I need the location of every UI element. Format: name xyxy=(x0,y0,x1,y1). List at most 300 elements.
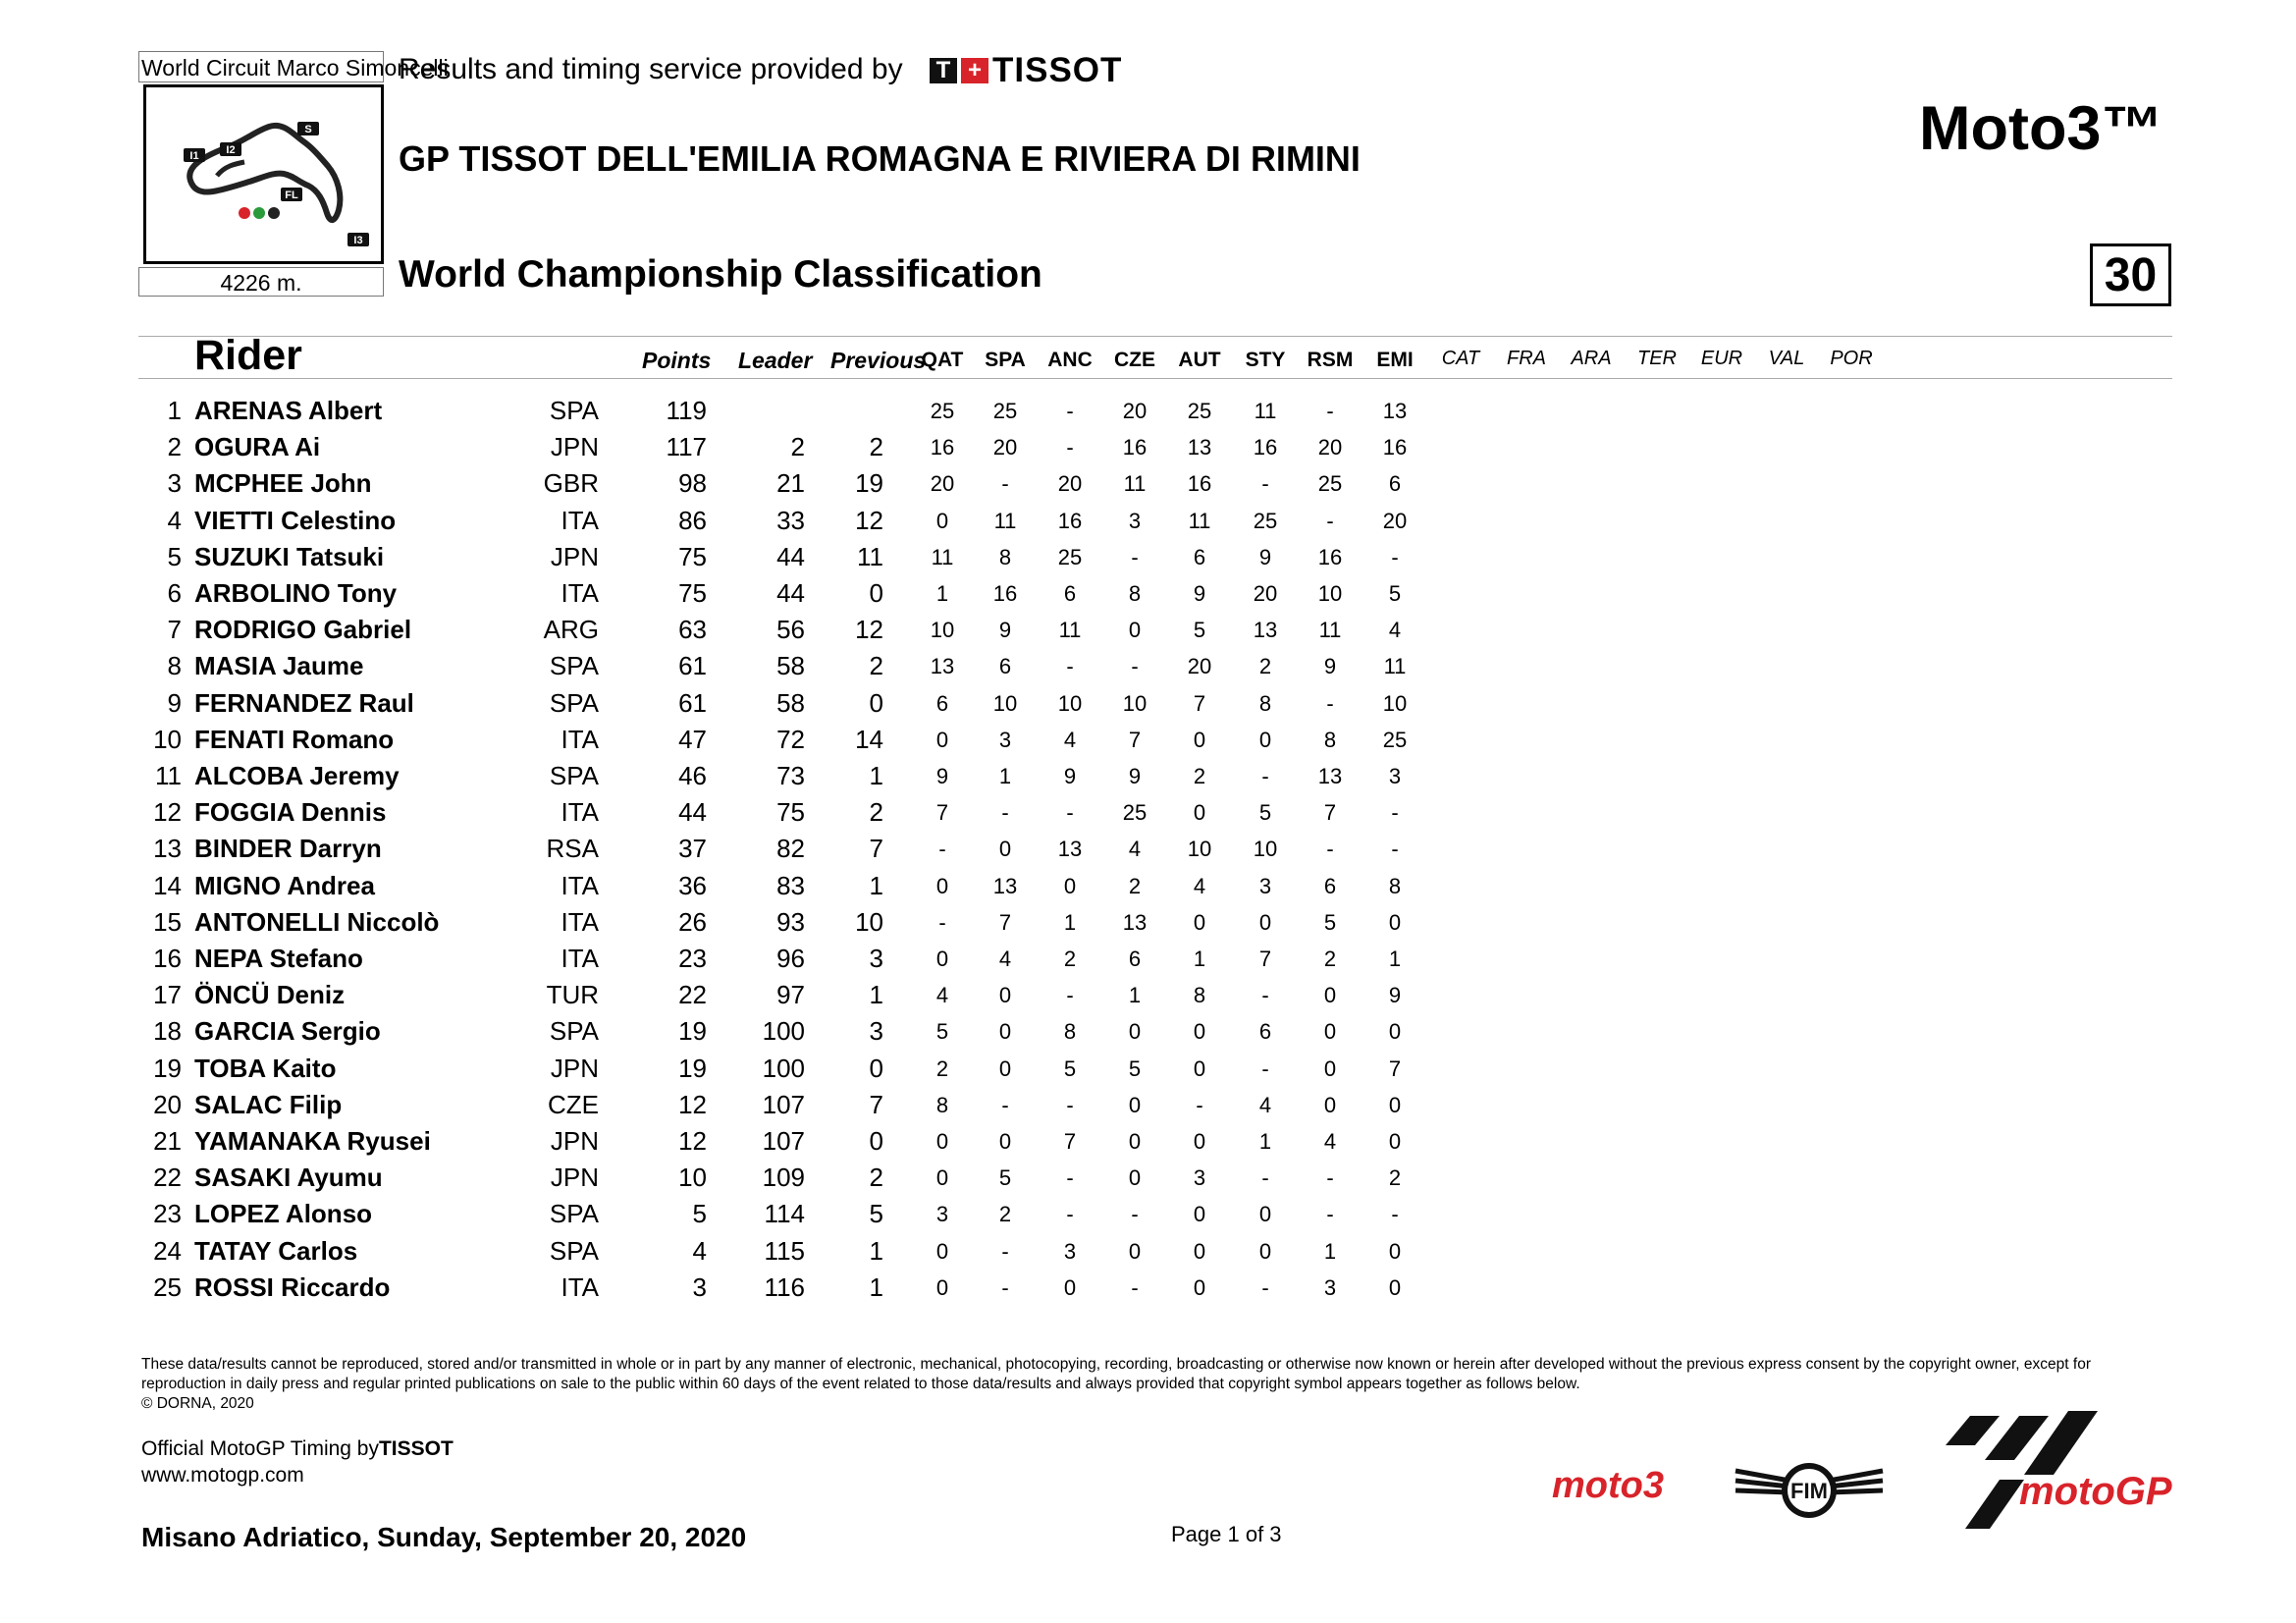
rider-name: TOBA Kaito xyxy=(194,1053,337,1083)
rider-position: 13 xyxy=(153,834,182,864)
rider-position: 6 xyxy=(167,578,182,608)
race-points-sty: 10 xyxy=(1253,837,1278,862)
race-points-sty: - xyxy=(1261,1274,1269,1300)
rider-nation: TUR xyxy=(546,980,599,1010)
rider-nation: JPN xyxy=(550,1163,599,1193)
rider-nation: ITA xyxy=(561,578,599,608)
race-points-rsm: - xyxy=(1326,837,1334,862)
race-points-qat: 3 xyxy=(935,1202,949,1227)
table-row xyxy=(0,1196,2296,1232)
race-points-anc: 2 xyxy=(1063,947,1077,971)
rider-position: 11 xyxy=(155,761,182,790)
rider-name: VIETTI Celestino xyxy=(194,505,397,535)
race-points-cze: 9 xyxy=(1128,764,1142,788)
copyright-text: © DORNA, 2020 xyxy=(141,1395,254,1412)
race-points-qat: 20 xyxy=(930,471,955,497)
race-points-sty: 9 xyxy=(1258,544,1272,569)
race-points-rsm: 13 xyxy=(1317,764,1343,788)
race-points-spa: 0 xyxy=(998,1129,1012,1154)
race-points-cze: - xyxy=(1131,544,1139,569)
race-points-spa: - xyxy=(1001,1238,1009,1264)
rider-nation: SPA xyxy=(549,761,599,790)
race-points-spa: - xyxy=(1001,800,1009,826)
race-points-spa: 2 xyxy=(998,1202,1012,1227)
official-timing-prefix: Official MotoGP Timing by xyxy=(141,1437,379,1460)
rider-position: 18 xyxy=(153,1016,182,1047)
rider-nation: JPN xyxy=(550,1126,599,1156)
gap-to-previous: 5 xyxy=(869,1199,883,1229)
race-points-qat: 0 xyxy=(935,1274,949,1300)
race-points-rsm: 0 xyxy=(1323,1055,1337,1081)
race-header-rsm: RSM xyxy=(1307,349,1354,371)
event-title: GP TISSOT DELL'EMILIA ROMAGNA E RIVIERA DI RIMINI xyxy=(399,138,1361,179)
future-race-header-por: POR xyxy=(1830,348,1873,369)
gap-to-previous: 2 xyxy=(869,432,883,462)
gap-to-previous: 2 xyxy=(869,1163,883,1193)
race-points-aut: 0 xyxy=(1193,727,1206,752)
race-points-qat: - xyxy=(938,909,946,935)
race-points-qat: 0 xyxy=(935,1165,949,1191)
race-points-sty: 1 xyxy=(1258,1129,1272,1154)
gap-to-previous: 1 xyxy=(869,870,883,900)
rider-nation: ITA xyxy=(561,906,599,937)
race-points-sty: 0 xyxy=(1258,1238,1272,1264)
race-points-emi: 0 xyxy=(1388,1274,1402,1300)
race-points-sty: 20 xyxy=(1253,581,1278,606)
rider-name: ALCOBA Jeremy xyxy=(194,761,400,790)
legal-text: These data/results cannot be reproduced, stored and/or transmitted in whole or in part by any manner of electronic, mechanical, photocopying, recording, broadcasting or otherwise now known or herein after developed without the previous express consent by the copyright owner, except for reproduction in daily press and regular printed publications on sale to the public within 60 days of the event related to those data/results and always provided that copyright symbol appears together as follows below. xyxy=(141,1356,2091,1392)
rider-nation: JPN xyxy=(550,541,599,571)
rider-name: SALAC Filip xyxy=(194,1089,343,1119)
gap-to-leader: 114 xyxy=(764,1199,805,1229)
race-points-emi: 0 xyxy=(1388,1129,1402,1154)
rider-nation: ITA xyxy=(561,1271,599,1302)
race-points-rsm: 20 xyxy=(1317,435,1343,460)
gap-to-leader: 33 xyxy=(776,505,805,535)
race-points-anc: 8 xyxy=(1063,1019,1077,1045)
race-points-qat: 5 xyxy=(935,1019,949,1045)
rider-nation: SPA xyxy=(549,1199,599,1229)
table-row xyxy=(0,465,2296,502)
race-points-spa: 0 xyxy=(998,983,1012,1008)
swiss-cross-icon: + xyxy=(961,58,988,83)
race-points-cze: 0 xyxy=(1128,1019,1142,1045)
rider-points: 75 xyxy=(678,541,707,571)
race-points-cze: 0 xyxy=(1128,1129,1142,1154)
race-points-rsm: - xyxy=(1326,508,1334,533)
race-points-rsm: 1 xyxy=(1323,1238,1337,1264)
rider-name: MASIA Jaume xyxy=(194,651,364,681)
race-points-aut: 0 xyxy=(1193,1129,1206,1154)
race-points-aut: 10 xyxy=(1187,837,1212,862)
motogp-logo-text: motoGP xyxy=(2019,1470,2172,1513)
table-row xyxy=(0,575,2296,612)
race-points-emi: 2 xyxy=(1388,1165,1402,1191)
table-row xyxy=(0,1270,2296,1306)
map-label-s: S xyxy=(304,124,312,135)
race-points-sty: - xyxy=(1261,1165,1269,1191)
race-points-spa: 0 xyxy=(998,1019,1012,1045)
race-points-sty: 13 xyxy=(1253,618,1278,643)
race-points-rsm: 2 xyxy=(1323,947,1337,971)
rider-position: 10 xyxy=(153,724,182,754)
race-points-emi: 3 xyxy=(1388,764,1402,788)
race-points-anc: 9 xyxy=(1063,764,1077,788)
race-points-emi: 4 xyxy=(1388,618,1402,643)
race-points-emi: 20 xyxy=(1382,508,1408,533)
gap-to-previous: 0 xyxy=(869,1053,883,1083)
race-points-emi: 0 xyxy=(1388,1238,1402,1264)
gap-to-leader: 83 xyxy=(776,870,805,900)
legal-notice xyxy=(141,1355,2105,1414)
rider-points: 98 xyxy=(678,468,707,499)
future-race-header-fra: FRA xyxy=(1507,348,1546,369)
race-points-anc: - xyxy=(1066,1202,1074,1227)
map-label-fl: FL xyxy=(285,189,298,201)
gap-to-previous: 1 xyxy=(869,1235,883,1266)
race-points-emi: 13 xyxy=(1382,399,1408,423)
race-points-aut: 0 xyxy=(1193,1019,1206,1045)
rider-name: FERNANDEZ Raul xyxy=(194,687,414,718)
race-points-cze: 0 xyxy=(1128,618,1142,643)
rider-points: 61 xyxy=(678,687,707,718)
gap-to-leader: 44 xyxy=(776,541,805,571)
race-points-aut: 0 xyxy=(1193,909,1206,935)
rider-position: 22 xyxy=(153,1163,182,1193)
race-points-spa: 10 xyxy=(992,690,1018,716)
race-points-aut: 16 xyxy=(1187,471,1212,497)
table-row xyxy=(0,1233,2296,1270)
race-points-emi: - xyxy=(1391,800,1399,826)
rider-name: RODRIGO Gabriel xyxy=(194,615,412,645)
category-title: Moto3™ xyxy=(1919,94,2163,163)
race-points-aut: 0 xyxy=(1193,1055,1206,1081)
race-points-sty: 8 xyxy=(1258,690,1272,716)
rider-name: MIGNO Andrea xyxy=(194,870,375,900)
rider-name: ANTONELLI Niccolò xyxy=(194,906,440,937)
rider-name: NEPA Stefano xyxy=(194,944,363,973)
rider-nation: RSA xyxy=(546,834,599,864)
race-points-emi: - xyxy=(1391,1202,1399,1227)
race-points-anc: - xyxy=(1066,399,1074,423)
future-race-header-eur: EUR xyxy=(1700,348,1743,369)
gap-to-previous: 7 xyxy=(869,834,883,864)
previous-header: Previous xyxy=(830,348,927,373)
race-points-aut: 5 xyxy=(1193,618,1206,643)
rider-points: 44 xyxy=(678,797,707,828)
table-row xyxy=(0,648,2296,684)
rider-points: 119 xyxy=(666,396,707,425)
race-points-qat: 8 xyxy=(935,1092,949,1117)
gap-to-previous: 1 xyxy=(869,980,883,1010)
leader-header: Leader xyxy=(738,348,813,373)
rider-header: Rider xyxy=(194,332,302,379)
race-points-rsm: - xyxy=(1326,690,1334,716)
race-points-qat: 0 xyxy=(935,727,949,752)
official-timing xyxy=(141,1435,454,1488)
race-points-aut: 0 xyxy=(1193,1274,1206,1300)
rider-position: 15 xyxy=(153,906,182,937)
race-points-qat: 13 xyxy=(930,654,955,679)
official-timing-brand: TISSOT xyxy=(378,1437,454,1460)
rider-position: 20 xyxy=(153,1089,182,1119)
race-points-cze: - xyxy=(1131,1202,1139,1227)
table-row xyxy=(0,1160,2296,1196)
race-points-cze: 25 xyxy=(1122,800,1148,826)
document-number: 30 xyxy=(2090,243,2171,306)
race-points-sty: 0 xyxy=(1258,727,1272,752)
gap-to-leader: 72 xyxy=(776,724,805,754)
race-points-spa: 8 xyxy=(998,544,1012,569)
race-points-aut: 4 xyxy=(1193,873,1206,898)
race-points-cze: 0 xyxy=(1128,1092,1142,1117)
rider-points: 5 xyxy=(692,1199,707,1229)
rider-points: 23 xyxy=(678,944,707,973)
map-label-i3: I3 xyxy=(353,235,363,246)
moto3-logo-text: moto3 xyxy=(1552,1465,1664,1506)
rider-points: 63 xyxy=(678,615,707,645)
gap-to-previous: 7 xyxy=(869,1089,883,1119)
race-points-rsm: - xyxy=(1326,1165,1334,1191)
race-points-spa: 0 xyxy=(998,837,1012,862)
table-row xyxy=(0,539,2296,575)
table-row xyxy=(0,1087,2296,1123)
race-points-sty: 6 xyxy=(1258,1019,1272,1045)
tissot-wordmark: TISSOT xyxy=(992,51,1123,89)
rider-position: 21 xyxy=(153,1126,182,1156)
rider-name: GARCIA Sergio xyxy=(194,1016,381,1047)
rider-name: YAMANAKA Ryusei xyxy=(194,1126,431,1156)
rider-points: 12 xyxy=(678,1126,707,1156)
gap-to-leader: 116 xyxy=(764,1271,805,1302)
rider-name: FENATI Romano xyxy=(194,724,395,754)
race-points-rsm: 11 xyxy=(1318,618,1342,643)
race-points-aut: 8 xyxy=(1193,983,1206,1008)
website-link[interactable]: www.motogp.com xyxy=(141,1464,304,1487)
race-points-aut: 0 xyxy=(1193,1238,1206,1264)
race-points-anc: - xyxy=(1066,435,1074,460)
rider-nation: JPN xyxy=(550,432,599,462)
moto3-logo xyxy=(1548,1460,1690,1514)
race-points-rsm: 0 xyxy=(1323,1092,1337,1117)
race-points-cze: 20 xyxy=(1122,399,1148,423)
rider-name: TATAY Carlos xyxy=(194,1235,358,1266)
rider-points: 36 xyxy=(678,870,707,900)
race-points-rsm: 8 xyxy=(1323,727,1337,752)
gap-to-leader: 58 xyxy=(776,687,805,718)
race-points-cze: 0 xyxy=(1128,1238,1142,1264)
future-race-header-ter: TER xyxy=(1637,348,1677,369)
future-race-header-val: VAL xyxy=(1768,348,1805,369)
race-points-aut: 0 xyxy=(1193,1202,1206,1227)
table-row xyxy=(0,503,2296,539)
rider-points: 10 xyxy=(678,1163,707,1193)
race-points-aut: 13 xyxy=(1187,435,1212,460)
race-points-emi: 6 xyxy=(1388,471,1402,497)
race-points-anc: - xyxy=(1066,1092,1074,1117)
race-points-anc: 1 xyxy=(1063,909,1077,935)
table-row xyxy=(0,1013,2296,1050)
race-points-emi: 0 xyxy=(1388,1019,1402,1045)
table-row xyxy=(0,794,2296,831)
race-points-cze: 7 xyxy=(1128,727,1142,752)
rider-name: ÖNCÜ Deniz xyxy=(194,980,346,1010)
gap-to-leader: 109 xyxy=(762,1163,805,1193)
rider-name: OGURA Ai xyxy=(194,432,321,462)
race-points-cze: 13 xyxy=(1122,909,1148,935)
race-points-spa: 0 xyxy=(998,1055,1012,1081)
race-points-anc: 0 xyxy=(1063,1274,1077,1300)
gap-to-leader: 2 xyxy=(790,432,805,462)
rider-nation: JPN xyxy=(550,1053,599,1083)
race-header-aut: AUT xyxy=(1178,349,1221,371)
rider-position: 16 xyxy=(153,944,182,973)
rider-nation: ITA xyxy=(561,505,599,535)
rider-points: 46 xyxy=(678,761,707,790)
table-row xyxy=(0,1051,2296,1087)
rider-points: 117 xyxy=(666,432,707,462)
race-points-aut: 20 xyxy=(1187,654,1212,679)
table-row xyxy=(0,429,2296,465)
race-points-rsm: 5 xyxy=(1323,909,1337,935)
document-title: World Championship Classification xyxy=(399,253,1042,296)
gap-to-previous: 12 xyxy=(855,615,883,645)
rider-points: 22 xyxy=(678,980,707,1010)
race-points-emi: 16 xyxy=(1382,435,1408,460)
rider-nation: ITA xyxy=(561,797,599,828)
location-date: Misano Adriatico, Sunday, September 20, 2020 xyxy=(141,1522,747,1552)
rider-points: 19 xyxy=(678,1016,707,1047)
gap-to-previous: 3 xyxy=(869,1016,883,1047)
race-points-spa: 25 xyxy=(992,399,1018,423)
fim-logo xyxy=(1731,1451,1888,1535)
rider-position: 25 xyxy=(153,1271,182,1302)
race-points-qat: 11 xyxy=(931,544,954,569)
gap-to-leader: 75 xyxy=(776,797,805,828)
race-points-spa: - xyxy=(1001,471,1009,497)
points-header: Points xyxy=(642,348,712,373)
race-points-emi: - xyxy=(1391,837,1399,862)
rider-points: 12 xyxy=(678,1089,707,1119)
race-points-emi: 25 xyxy=(1382,727,1408,752)
race-points-spa: 20 xyxy=(992,435,1018,460)
race-points-anc: 25 xyxy=(1057,544,1083,569)
gap-to-previous: 0 xyxy=(869,687,883,718)
race-points-spa: 4 xyxy=(998,947,1012,971)
rider-position: 1 xyxy=(167,396,182,425)
race-points-rsm: 0 xyxy=(1323,1019,1337,1045)
rider-nation: SPA xyxy=(549,1016,599,1047)
gap-to-leader: 58 xyxy=(776,651,805,681)
rider-position: 4 xyxy=(167,505,182,535)
tissot-t-icon: T xyxy=(930,58,957,83)
race-points-qat: 25 xyxy=(930,399,955,423)
rider-position: 7 xyxy=(167,615,182,645)
table-row xyxy=(0,722,2296,758)
race-points-rsm: 4 xyxy=(1323,1129,1337,1154)
race-points-spa: 1 xyxy=(998,764,1012,788)
rider-position: 24 xyxy=(153,1235,182,1266)
rider-nation: ITA xyxy=(561,944,599,973)
rider-points: 3 xyxy=(692,1271,707,1302)
gap-to-leader: 56 xyxy=(776,615,805,645)
rider-name: FOGGIA Dennis xyxy=(194,797,387,828)
gap-to-previous: 0 xyxy=(869,1126,883,1156)
race-header-sty: STY xyxy=(1245,349,1286,371)
race-points-cze: - xyxy=(1131,654,1139,679)
table-row xyxy=(0,904,2296,941)
race-points-anc: 10 xyxy=(1057,690,1083,716)
rider-points: 4 xyxy=(692,1235,707,1266)
fim-logo-text: FIM xyxy=(1790,1479,1828,1503)
rider-position: 17 xyxy=(153,980,182,1010)
motogp-logo xyxy=(1926,1406,2172,1539)
rider-name: ARENAS Albert xyxy=(194,396,383,425)
rider-name: SUZUKI Tatsuki xyxy=(194,541,385,571)
gap-to-leader: 21 xyxy=(776,468,805,499)
circuit-map-icon xyxy=(146,87,381,261)
rider-name: ARBOLINO Tony xyxy=(194,578,398,608)
rider-name: ROSSI Riccardo xyxy=(194,1271,391,1302)
race-points-cze: 2 xyxy=(1128,873,1142,898)
table-row xyxy=(0,685,2296,722)
race-points-sty: 0 xyxy=(1258,1202,1272,1227)
race-points-spa: 9 xyxy=(998,618,1012,643)
race-points-rsm: - xyxy=(1326,1202,1334,1227)
race-points-spa: 5 xyxy=(998,1165,1012,1191)
rider-position: 14 xyxy=(153,870,182,900)
race-points-qat: 2 xyxy=(935,1055,949,1081)
rider-nation: CZE xyxy=(548,1089,599,1119)
race-points-emi: - xyxy=(1391,544,1399,569)
rider-points: 86 xyxy=(678,505,707,535)
gap-to-previous: 1 xyxy=(869,761,883,790)
race-points-qat: 1 xyxy=(935,581,949,606)
race-points-sty: 25 xyxy=(1253,508,1278,533)
race-points-qat: 0 xyxy=(935,947,949,971)
race-points-sty: - xyxy=(1261,1055,1269,1081)
race-points-anc: 16 xyxy=(1057,508,1083,533)
gap-to-previous: 11 xyxy=(857,541,883,571)
gap-to-previous: 12 xyxy=(855,505,883,535)
race-points-sty: - xyxy=(1261,764,1269,788)
race-points-spa: - xyxy=(1001,1092,1009,1117)
rider-nation: SPA xyxy=(549,1235,599,1266)
race-points-cze: 0 xyxy=(1128,1165,1142,1191)
race-points-sty: - xyxy=(1261,983,1269,1008)
gap-to-leader: 100 xyxy=(762,1016,805,1047)
race-points-anc: 7 xyxy=(1063,1129,1077,1154)
race-header-qat: QAT xyxy=(921,349,964,371)
gap-to-leader: 107 xyxy=(762,1089,805,1119)
rider-name: SASAKI Ayumu xyxy=(194,1163,383,1193)
race-points-rsm: 6 xyxy=(1323,873,1337,898)
table-row xyxy=(0,612,2296,648)
race-points-anc: 0 xyxy=(1063,873,1077,898)
race-points-cze: 4 xyxy=(1128,837,1142,862)
future-race-header-cat: CAT xyxy=(1441,348,1480,369)
race-points-spa: 13 xyxy=(992,873,1018,898)
race-points-qat: 0 xyxy=(935,1129,949,1154)
race-points-anc: - xyxy=(1066,654,1074,679)
race-points-qat: 9 xyxy=(935,764,949,788)
gap-to-previous: 14 xyxy=(855,724,883,754)
race-points-emi: 1 xyxy=(1388,947,1402,971)
race-points-aut: 1 xyxy=(1193,947,1206,971)
gap-to-leader: 100 xyxy=(762,1053,805,1083)
rider-position: 3 xyxy=(167,468,182,499)
race-points-cze: 5 xyxy=(1128,1055,1142,1081)
